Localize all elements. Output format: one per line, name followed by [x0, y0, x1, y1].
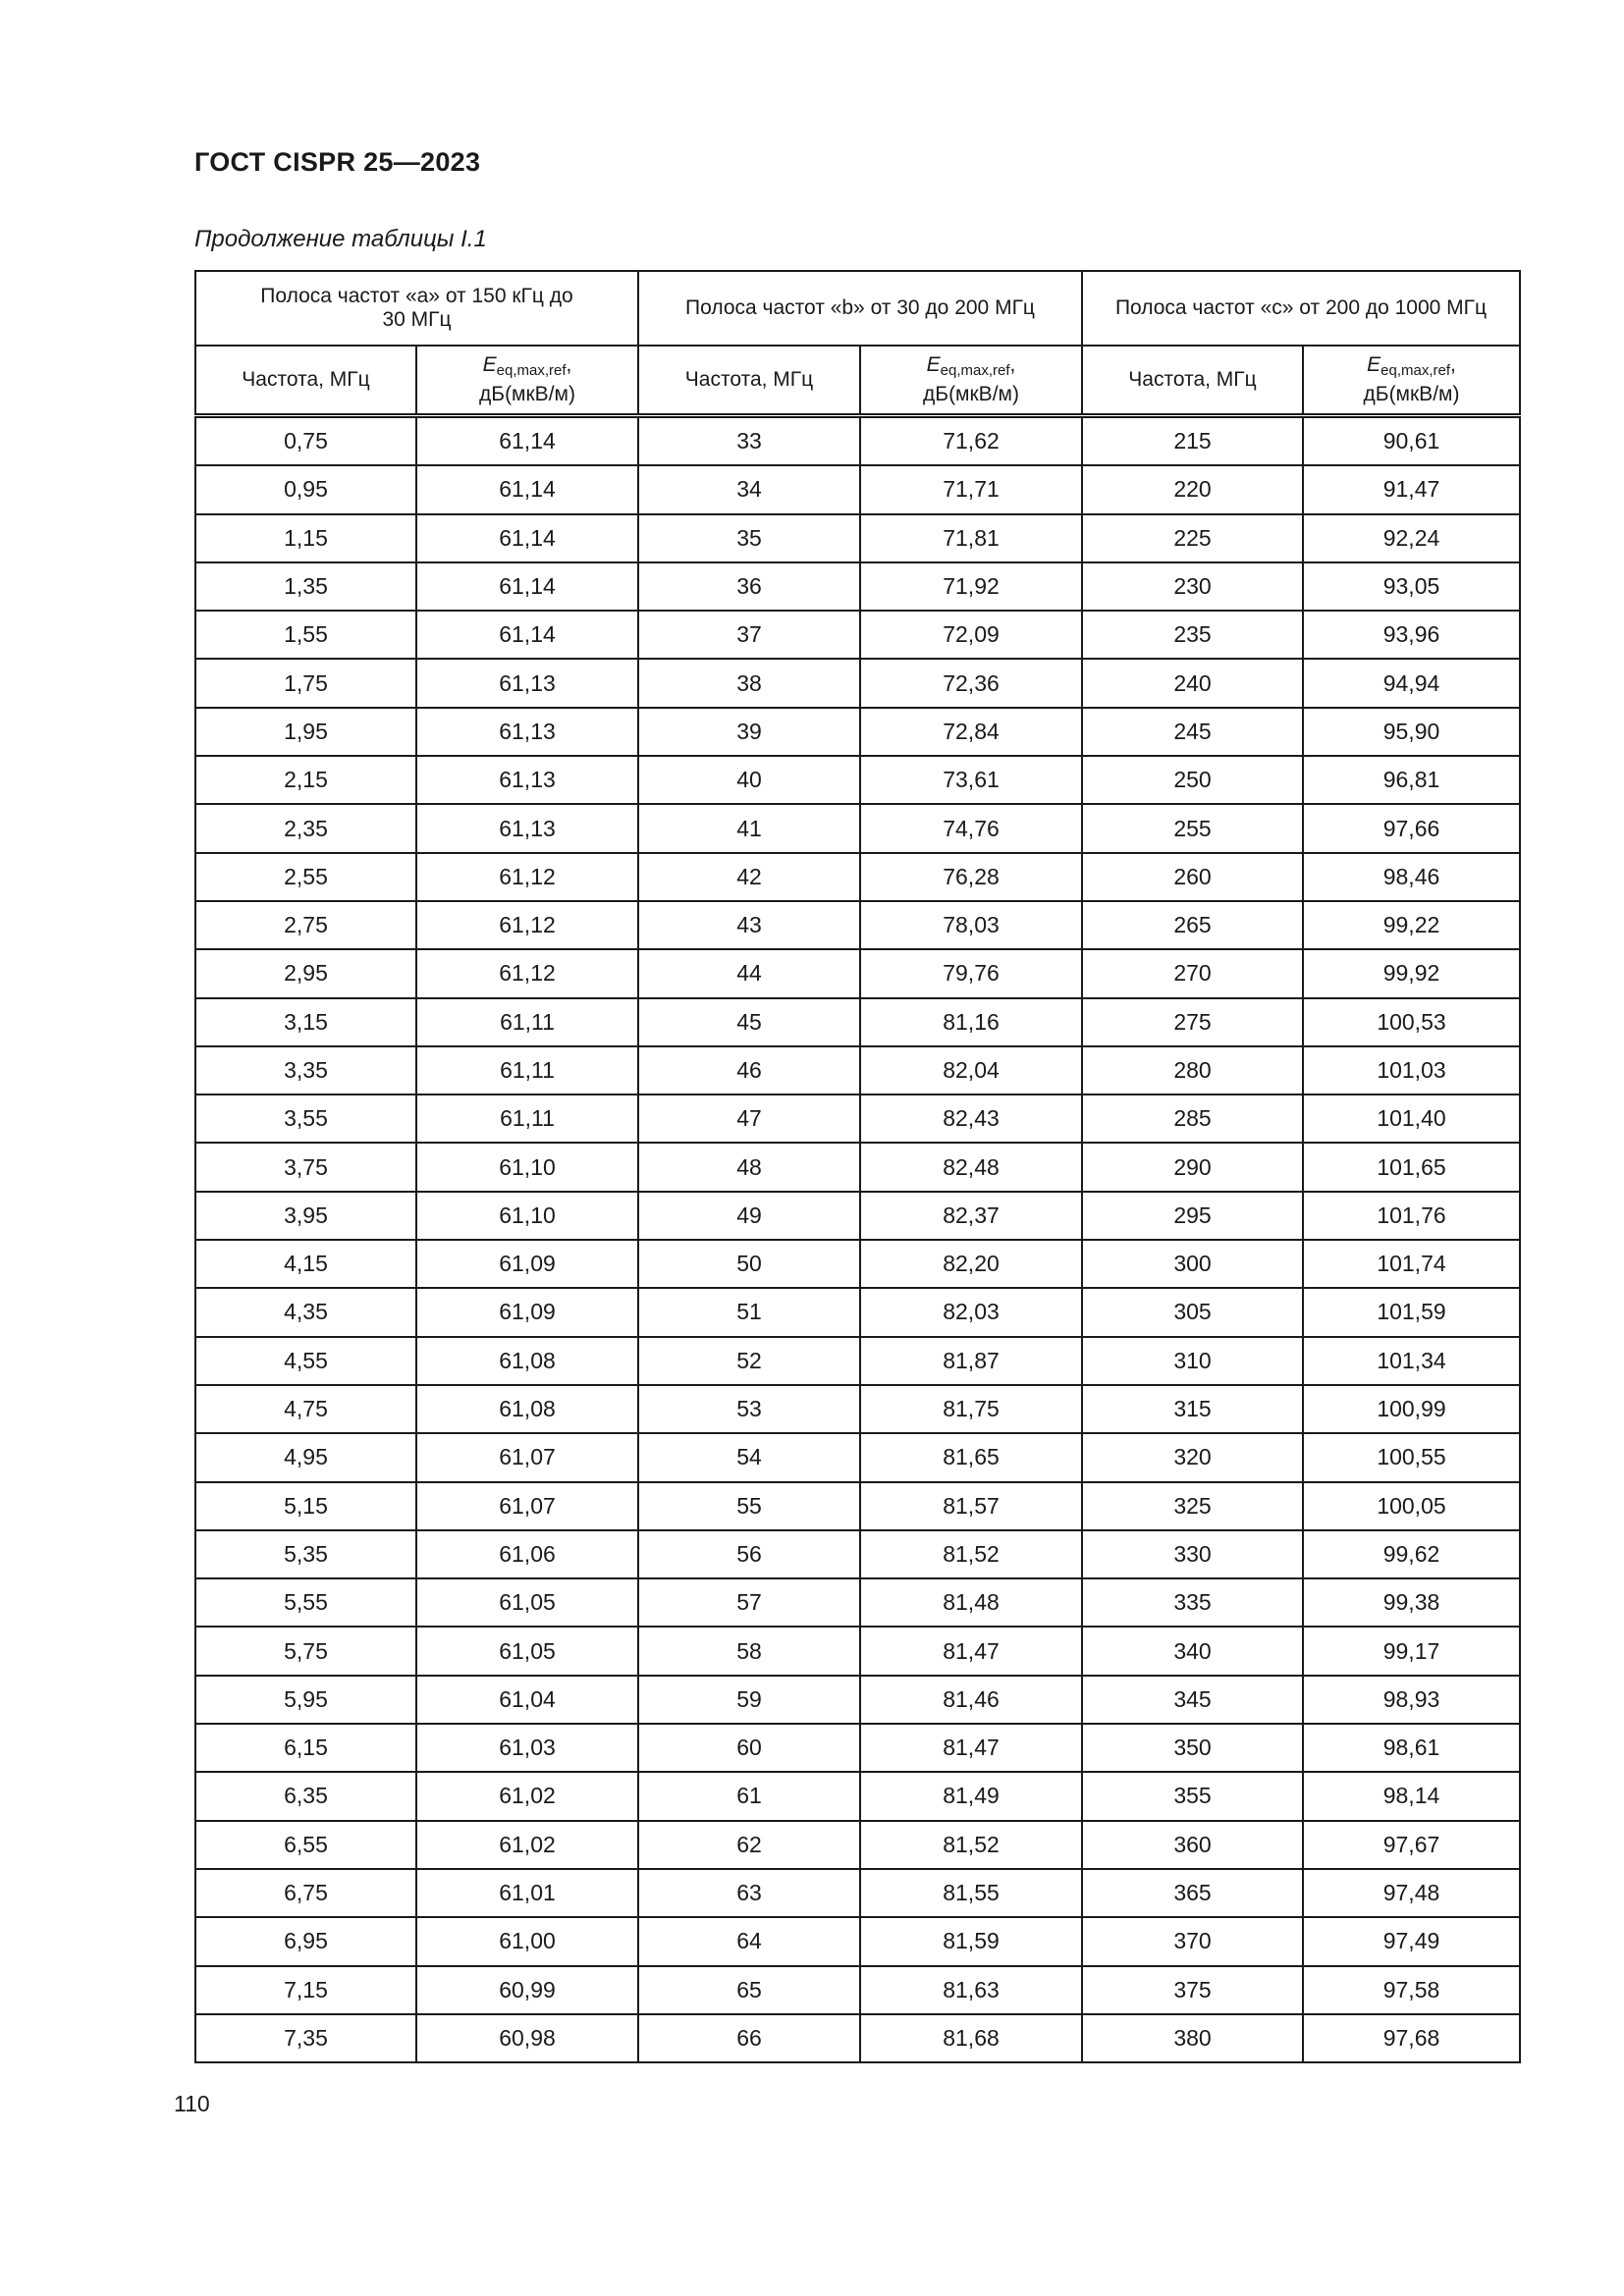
cell-field-b: 82,03 — [860, 1288, 1082, 1336]
cell-freq-b: 53 — [638, 1385, 860, 1433]
cell-freq-a: 3,95 — [195, 1192, 416, 1240]
table-row — [195, 949, 1520, 997]
cell-freq-b: 41 — [638, 804, 860, 852]
field-unit: дБ(мкВ/м) — [479, 383, 575, 405]
table-row — [195, 1385, 1520, 1433]
cell-field-c: 92,24 — [1303, 514, 1520, 562]
cell-field-c: 101,76 — [1303, 1192, 1520, 1240]
cell-freq-c: 225 — [1082, 514, 1303, 562]
field-symbol: E — [482, 353, 497, 376]
cell-field-a: 60,99 — [416, 1966, 638, 2014]
cell-field-b: 82,04 — [860, 1046, 1082, 1095]
cell-field-c: 98,14 — [1303, 1772, 1520, 1820]
cell-freq-a: 7,35 — [195, 2014, 416, 2062]
cell-field-c: 97,48 — [1303, 1869, 1520, 1917]
cell-freq-c: 250 — [1082, 756, 1303, 804]
cell-field-c: 97,66 — [1303, 804, 1520, 852]
cell-field-c: 101,59 — [1303, 1288, 1520, 1336]
cell-field-b: 81,47 — [860, 1724, 1082, 1772]
cell-freq-a: 2,95 — [195, 949, 416, 997]
cell-field-c: 98,46 — [1303, 853, 1520, 901]
cell-freq-a: 2,35 — [195, 804, 416, 852]
cell-field-c: 101,40 — [1303, 1095, 1520, 1143]
cell-field-c: 101,65 — [1303, 1143, 1520, 1191]
cell-freq-c: 360 — [1082, 1821, 1303, 1869]
cell-freq-b: 56 — [638, 1530, 860, 1578]
cell-field-b: 73,61 — [860, 756, 1082, 804]
cell-field-a: 61,11 — [416, 998, 638, 1046]
table-row — [195, 465, 1520, 513]
table-row — [195, 998, 1520, 1046]
cell-freq-b: 58 — [638, 1627, 860, 1675]
frequency-table — [194, 270, 1521, 2063]
cell-field-b: 81,57 — [860, 1482, 1082, 1530]
cell-freq-b: 43 — [638, 901, 860, 949]
band-header-row — [195, 271, 1520, 346]
field-subscript: eq,max,ref — [1380, 362, 1451, 379]
cell-field-a: 61,14 — [416, 465, 638, 513]
cell-field-c: 98,93 — [1303, 1676, 1520, 1724]
cell-freq-c: 290 — [1082, 1143, 1303, 1191]
table-row — [195, 1821, 1520, 1869]
cell-field-c: 97,58 — [1303, 1966, 1520, 2014]
cell-field-c: 97,67 — [1303, 1821, 1520, 1869]
cell-field-b: 82,20 — [860, 1240, 1082, 1288]
cell-freq-b: 33 — [638, 416, 860, 466]
freq-column-header-a: Частота, МГц — [195, 346, 416, 416]
cell-freq-a: 5,15 — [195, 1482, 416, 1530]
cell-freq-a: 5,35 — [195, 1530, 416, 1578]
cell-field-a: 61,12 — [416, 901, 638, 949]
field-column-header-b — [860, 346, 1082, 416]
table-row — [195, 1966, 1520, 2014]
cell-field-c: 99,92 — [1303, 949, 1520, 997]
cell-field-c: 91,47 — [1303, 465, 1520, 513]
cell-freq-c: 265 — [1082, 901, 1303, 949]
cell-field-b: 82,43 — [860, 1095, 1082, 1143]
cell-freq-b: 49 — [638, 1192, 860, 1240]
table-row — [195, 416, 1520, 466]
band-b-header: Полоса частот «b» от 30 до 200 МГц — [638, 271, 1082, 346]
cell-freq-a: 6,15 — [195, 1724, 416, 1772]
table-caption: Продолжение таблицы I.1 — [194, 226, 487, 252]
cell-field-b: 81,46 — [860, 1676, 1082, 1724]
cell-freq-a: 2,15 — [195, 756, 416, 804]
cell-field-a: 61,01 — [416, 1869, 638, 1917]
cell-field-b: 72,84 — [860, 708, 1082, 756]
cell-field-a: 61,00 — [416, 1917, 638, 1965]
table-row — [195, 756, 1520, 804]
cell-freq-c: 315 — [1082, 1385, 1303, 1433]
cell-field-c: 100,99 — [1303, 1385, 1520, 1433]
cell-freq-a: 1,95 — [195, 708, 416, 756]
cell-field-a: 61,05 — [416, 1627, 638, 1675]
table-row — [195, 804, 1520, 852]
field-separator: , — [1009, 353, 1016, 376]
cell-field-b: 81,52 — [860, 1530, 1082, 1578]
cell-field-a: 61,12 — [416, 949, 638, 997]
cell-freq-b: 46 — [638, 1046, 860, 1095]
table-row — [195, 1482, 1520, 1530]
cell-freq-b: 50 — [638, 1240, 860, 1288]
cell-freq-a: 0,75 — [195, 416, 416, 466]
cell-field-b: 78,03 — [860, 901, 1082, 949]
cell-freq-a: 4,55 — [195, 1337, 416, 1385]
table-row — [195, 901, 1520, 949]
cell-freq-a: 3,15 — [195, 998, 416, 1046]
cell-field-a: 61,07 — [416, 1482, 638, 1530]
field-subscript: eq,max,ref — [940, 362, 1010, 379]
cell-freq-b: 59 — [638, 1676, 860, 1724]
cell-field-c: 100,05 — [1303, 1482, 1520, 1530]
cell-field-c: 90,61 — [1303, 416, 1520, 466]
cell-freq-b: 36 — [638, 562, 860, 611]
cell-field-c: 100,53 — [1303, 998, 1520, 1046]
cell-field-b: 81,47 — [860, 1627, 1082, 1675]
cell-field-b: 71,62 — [860, 416, 1082, 466]
cell-freq-b: 52 — [638, 1337, 860, 1385]
cell-field-b: 81,59 — [860, 1917, 1082, 1965]
cell-field-c: 99,38 — [1303, 1578, 1520, 1627]
cell-field-b: 71,71 — [860, 465, 1082, 513]
cell-field-a: 61,12 — [416, 853, 638, 901]
cell-freq-a: 3,75 — [195, 1143, 416, 1191]
cell-freq-c: 295 — [1082, 1192, 1303, 1240]
cell-freq-b: 45 — [638, 998, 860, 1046]
cell-field-c: 99,62 — [1303, 1530, 1520, 1578]
cell-field-a: 61,11 — [416, 1046, 638, 1095]
cell-freq-c: 215 — [1082, 416, 1303, 466]
cell-freq-a: 6,75 — [195, 1869, 416, 1917]
cell-freq-b: 42 — [638, 853, 860, 901]
cell-field-b: 81,65 — [860, 1433, 1082, 1481]
cell-freq-a: 5,75 — [195, 1627, 416, 1675]
cell-freq-c: 370 — [1082, 1917, 1303, 1965]
cell-field-a: 61,10 — [416, 1192, 638, 1240]
cell-field-a: 61,14 — [416, 416, 638, 466]
cell-field-c: 101,34 — [1303, 1337, 1520, 1385]
cell-freq-b: 51 — [638, 1288, 860, 1336]
cell-freq-c: 275 — [1082, 998, 1303, 1046]
table-row — [195, 1433, 1520, 1481]
cell-freq-b: 55 — [638, 1482, 860, 1530]
field-unit: дБ(мкВ/м) — [923, 383, 1019, 405]
table-row — [195, 1724, 1520, 1772]
cell-field-a: 61,09 — [416, 1288, 638, 1336]
table-row — [195, 853, 1520, 901]
cell-field-b: 81,75 — [860, 1385, 1082, 1433]
cell-field-c: 97,68 — [1303, 2014, 1520, 2062]
cell-freq-c: 235 — [1082, 611, 1303, 659]
cell-field-a: 61,05 — [416, 1578, 638, 1627]
cell-freq-b: 39 — [638, 708, 860, 756]
cell-freq-a: 4,15 — [195, 1240, 416, 1288]
cell-freq-c: 320 — [1082, 1433, 1303, 1481]
cell-freq-c: 280 — [1082, 1046, 1303, 1095]
table-row — [195, 1530, 1520, 1578]
cell-field-c: 97,49 — [1303, 1917, 1520, 1965]
cell-field-a: 61,08 — [416, 1385, 638, 1433]
document-header: ГОСТ CISPR 25—2023 — [194, 147, 481, 177]
cell-freq-c: 260 — [1082, 853, 1303, 901]
cell-field-a: 61,14 — [416, 562, 638, 611]
field-separator: , — [566, 353, 572, 376]
table-row — [195, 1917, 1520, 1965]
cell-freq-c: 305 — [1082, 1288, 1303, 1336]
cell-freq-b: 65 — [638, 1966, 860, 2014]
cell-freq-c: 245 — [1082, 708, 1303, 756]
table-row — [195, 1337, 1520, 1385]
cell-freq-b: 35 — [638, 514, 860, 562]
cell-field-b: 81,55 — [860, 1869, 1082, 1917]
cell-field-b: 74,76 — [860, 804, 1082, 852]
cell-freq-c: 255 — [1082, 804, 1303, 852]
cell-freq-c: 310 — [1082, 1337, 1303, 1385]
cell-field-b: 81,16 — [860, 998, 1082, 1046]
cell-freq-b: 57 — [638, 1578, 860, 1627]
table-row — [195, 1192, 1520, 1240]
table-row — [195, 611, 1520, 659]
cell-freq-a: 2,55 — [195, 853, 416, 901]
field-subscript: eq,max,ref — [496, 362, 567, 379]
cell-field-b: 71,81 — [860, 514, 1082, 562]
cell-field-b: 81,68 — [860, 2014, 1082, 2062]
field-symbol: E — [1367, 353, 1381, 376]
table-row — [195, 562, 1520, 611]
field-symbol: E — [926, 353, 941, 376]
cell-freq-a: 1,55 — [195, 611, 416, 659]
cell-freq-b: 60 — [638, 1724, 860, 1772]
field-separator: , — [1450, 353, 1456, 376]
cell-freq-b: 62 — [638, 1821, 860, 1869]
cell-freq-a: 3,35 — [195, 1046, 416, 1095]
band-a-header: Полоса частот «а» от 150 кГц до 30 МГц — [195, 271, 638, 346]
table-row — [195, 514, 1520, 562]
cell-field-a: 61,14 — [416, 514, 638, 562]
cell-freq-c: 325 — [1082, 1482, 1303, 1530]
cell-field-a: 61,06 — [416, 1530, 638, 1578]
cell-freq-c: 375 — [1082, 1966, 1303, 2014]
table-row — [195, 1578, 1520, 1627]
cell-freq-a: 2,75 — [195, 901, 416, 949]
freq-column-header-b: Частота, МГц — [638, 346, 860, 416]
cell-freq-b: 40 — [638, 756, 860, 804]
cell-field-c: 99,22 — [1303, 901, 1520, 949]
cell-freq-b: 61 — [638, 1772, 860, 1820]
cell-field-c: 101,74 — [1303, 1240, 1520, 1288]
cell-freq-a: 1,75 — [195, 659, 416, 707]
cell-field-b: 82,48 — [860, 1143, 1082, 1191]
table-row — [195, 1095, 1520, 1143]
cell-field-a: 61,13 — [416, 659, 638, 707]
cell-freq-a: 4,75 — [195, 1385, 416, 1433]
table-row — [195, 708, 1520, 756]
cell-field-a: 60,98 — [416, 2014, 638, 2062]
cell-field-c: 94,94 — [1303, 659, 1520, 707]
cell-freq-b: 34 — [638, 465, 860, 513]
table-row — [195, 2014, 1520, 2062]
table-row — [195, 659, 1520, 707]
cell-field-a: 61,09 — [416, 1240, 638, 1288]
cell-field-b: 81,63 — [860, 1966, 1082, 2014]
cell-field-c: 101,03 — [1303, 1046, 1520, 1095]
field-unit: дБ(мкВ/м) — [1363, 383, 1460, 405]
cell-field-b: 81,49 — [860, 1772, 1082, 1820]
band-c-header: Полоса частот «с» от 200 до 1000 МГц — [1082, 271, 1520, 346]
cell-field-a: 61,13 — [416, 756, 638, 804]
cell-freq-c: 220 — [1082, 465, 1303, 513]
cell-field-a: 61,02 — [416, 1821, 638, 1869]
cell-field-a: 61,07 — [416, 1433, 638, 1481]
table-row — [195, 1772, 1520, 1820]
cell-field-a: 61,11 — [416, 1095, 638, 1143]
table-row — [195, 1627, 1520, 1675]
table-row — [195, 1046, 1520, 1095]
cell-freq-b: 48 — [638, 1143, 860, 1191]
cell-field-a: 61,02 — [416, 1772, 638, 1820]
cell-field-c: 100,55 — [1303, 1433, 1520, 1481]
cell-field-c: 96,81 — [1303, 756, 1520, 804]
cell-freq-a: 1,15 — [195, 514, 416, 562]
cell-freq-b: 37 — [638, 611, 860, 659]
cell-field-a: 61,03 — [416, 1724, 638, 1772]
cell-freq-c: 270 — [1082, 949, 1303, 997]
cell-field-c: 98,61 — [1303, 1724, 1520, 1772]
cell-field-b: 81,52 — [860, 1821, 1082, 1869]
cell-freq-c: 365 — [1082, 1869, 1303, 1917]
cell-freq-c: 350 — [1082, 1724, 1303, 1772]
cell-freq-c: 240 — [1082, 659, 1303, 707]
cell-field-b: 82,37 — [860, 1192, 1082, 1240]
cell-freq-a: 4,35 — [195, 1288, 416, 1336]
field-column-header-a — [416, 346, 638, 416]
cell-field-c: 95,90 — [1303, 708, 1520, 756]
cell-freq-a: 5,55 — [195, 1578, 416, 1627]
cell-field-b: 81,87 — [860, 1337, 1082, 1385]
cell-field-b: 72,09 — [860, 611, 1082, 659]
cell-freq-a: 0,95 — [195, 465, 416, 513]
freq-column-header-c: Частота, МГц — [1082, 346, 1303, 416]
page-number: 110 — [174, 2091, 210, 2116]
cell-freq-c: 340 — [1082, 1627, 1303, 1675]
cell-field-b: 79,76 — [860, 949, 1082, 997]
cell-freq-b: 44 — [638, 949, 860, 997]
cell-freq-b: 64 — [638, 1917, 860, 1965]
cell-freq-b: 47 — [638, 1095, 860, 1143]
cell-freq-a: 4,95 — [195, 1433, 416, 1481]
cell-freq-c: 345 — [1082, 1676, 1303, 1724]
cell-freq-a: 6,95 — [195, 1917, 416, 1965]
field-column-header-c — [1303, 346, 1520, 416]
cell-freq-c: 330 — [1082, 1530, 1303, 1578]
cell-field-c: 99,17 — [1303, 1627, 1520, 1675]
cell-freq-c: 380 — [1082, 2014, 1303, 2062]
cell-field-a: 61,13 — [416, 804, 638, 852]
cell-field-a: 61,10 — [416, 1143, 638, 1191]
cell-freq-b: 66 — [638, 2014, 860, 2062]
cell-freq-c: 300 — [1082, 1240, 1303, 1288]
cell-freq-a: 1,35 — [195, 562, 416, 611]
cell-freq-c: 355 — [1082, 1772, 1303, 1820]
table-row — [195, 1288, 1520, 1336]
table-row — [195, 1869, 1520, 1917]
cell-field-c: 93,05 — [1303, 562, 1520, 611]
cell-freq-b: 63 — [638, 1869, 860, 1917]
table-row — [195, 1143, 1520, 1191]
cell-freq-c: 230 — [1082, 562, 1303, 611]
cell-field-a: 61,08 — [416, 1337, 638, 1385]
cell-field-b: 81,48 — [860, 1578, 1082, 1627]
cell-freq-b: 38 — [638, 659, 860, 707]
cell-field-c: 93,96 — [1303, 611, 1520, 659]
table-row — [195, 1240, 1520, 1288]
column-header-row — [195, 346, 1520, 416]
table-body — [195, 416, 1520, 2063]
table-row — [195, 1676, 1520, 1724]
cell-freq-a: 7,15 — [195, 1966, 416, 2014]
cell-freq-c: 335 — [1082, 1578, 1303, 1627]
cell-freq-a: 3,55 — [195, 1095, 416, 1143]
cell-freq-a: 5,95 — [195, 1676, 416, 1724]
cell-freq-c: 285 — [1082, 1095, 1303, 1143]
cell-field-a: 61,13 — [416, 708, 638, 756]
cell-freq-a: 6,35 — [195, 1772, 416, 1820]
cell-field-a: 61,14 — [416, 611, 638, 659]
cell-field-b: 72,36 — [860, 659, 1082, 707]
cell-field-b: 76,28 — [860, 853, 1082, 901]
cell-freq-b: 54 — [638, 1433, 860, 1481]
cell-freq-a: 6,55 — [195, 1821, 416, 1869]
cell-field-a: 61,04 — [416, 1676, 638, 1724]
cell-field-b: 71,92 — [860, 562, 1082, 611]
